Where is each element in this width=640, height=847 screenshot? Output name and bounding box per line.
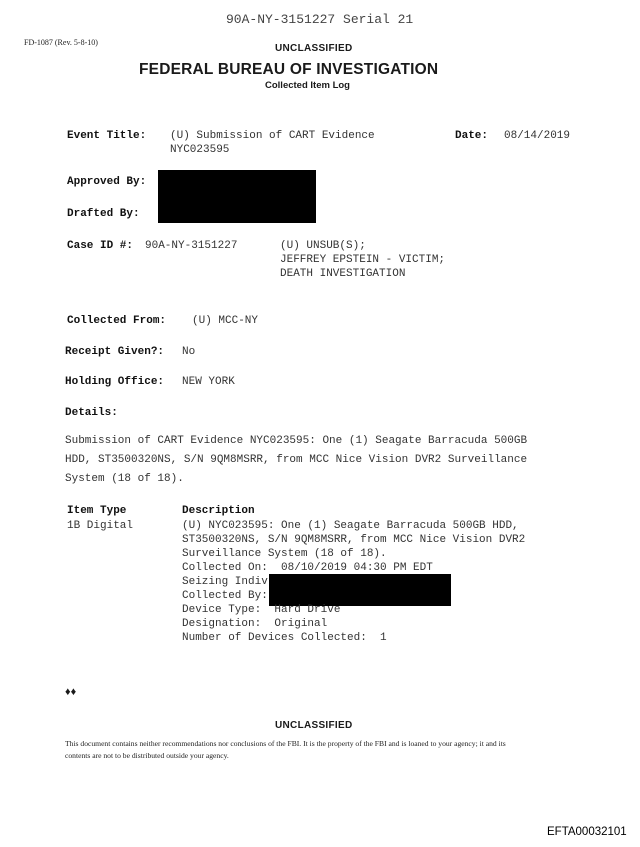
case-caption-line2: JEFFREY EPSTEIN - VICTIM; [280, 254, 446, 266]
bates-number: EFTA00032101 [547, 826, 627, 838]
redaction-block [158, 170, 316, 223]
description-line3: Surveillance System (18 of 18). [182, 548, 387, 560]
serial-number: 90A-NY-3151227 Serial 21 [226, 12, 414, 27]
num-devices: Number of Devices Collected: 1 [182, 632, 387, 644]
description-header: Description [182, 505, 255, 517]
classification-top: UNCLASSIFIED [275, 43, 353, 54]
collected-from-value: (U) MCC-NY [192, 315, 259, 327]
holding-office-label: Holding Office: [65, 376, 165, 388]
item-type-header: Item Type [67, 505, 127, 517]
case-id-value: 90A-NY-3151227 [145, 240, 238, 252]
log-title: Collected Item Log [265, 80, 350, 91]
case-id-label: Case ID #: [67, 240, 134, 252]
classification-bottom: UNCLASSIFIED [275, 720, 353, 731]
designation: Designation: Original [182, 618, 328, 630]
collected-from-label: Collected From: [67, 315, 167, 327]
event-title-line2: NYC023595 [170, 144, 230, 156]
receipt-given-label: Receipt Given?: [65, 346, 165, 358]
collected-by: Collected By: [182, 590, 268, 602]
redaction-block [269, 574, 451, 606]
diamond-marks: ♦♦ [65, 686, 77, 698]
receipt-given-value: No [182, 346, 196, 358]
details-line2: HDD, ST3500320NS, S/N 9QM8MSRR, from MCC Nice Vision DVR2 Surveillance [65, 454, 528, 466]
case-caption-line1: (U) UNSUB(S); [280, 240, 366, 252]
approved-by-label: Approved By: [67, 176, 147, 188]
agency-title: FEDERAL BUREAU OF INVESTIGATION [139, 61, 439, 78]
item-type-value: 1B Digital [67, 520, 134, 532]
drafted-by-label: Drafted By: [67, 208, 140, 220]
details-line3: System (18 of 18). [65, 473, 184, 485]
holding-office-value: NEW YORK [182, 376, 235, 388]
disclaimer-line1: This document contains neither recommendations nor conclusions of the FBI. It is the property of the FBI and is loaned to your agency; it and its [65, 739, 506, 748]
event-title-line1: (U) Submission of CART Evidence [170, 130, 375, 142]
details-line1: Submission of CART Evidence NYC023595: One (1) Seagate Barracuda 500GB [65, 435, 528, 447]
disclaimer-line2: contents are not to be distributed outside your agency. [65, 751, 229, 760]
details-label: Details: [65, 407, 118, 419]
description-line2: ST3500320NS, S/N 9QM8MSRR, from MCC Nice Vision DVR2 [182, 534, 526, 546]
device-type: Device Type: Hard Drive [182, 604, 341, 616]
form-number: FD-1087 (Rev. 5-8-10) [24, 38, 98, 47]
collected-on: Collected On: 08/10/2019 04:30 PM EDT [182, 562, 433, 574]
case-caption-line3: DEATH INVESTIGATION [280, 268, 406, 280]
seizing-individual: Seizing Indiv [182, 576, 268, 588]
date-value: 08/14/2019 [504, 130, 571, 142]
date-label: Date: [455, 130, 489, 142]
event-title-label: Event Title: [67, 130, 147, 142]
description-line1: (U) NYC023595: One (1) Seagate Barracuda 500GB HDD, [182, 520, 519, 532]
